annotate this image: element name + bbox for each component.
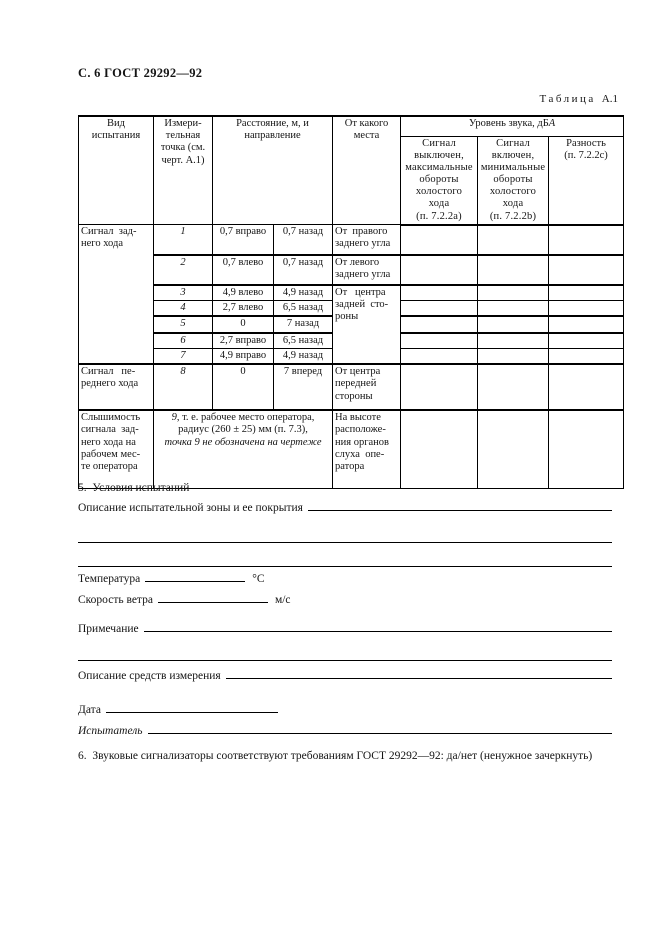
- col-header-distance: Расстояние, м, и направление: [213, 116, 333, 225]
- table-caption-word: Таблица: [539, 93, 596, 105]
- from-place-cell: От правого заднего угла: [333, 225, 401, 255]
- table-row: [79, 410, 624, 488]
- distance-cell: 0,7 назад: [274, 255, 333, 285]
- wind-speed-row: [78, 591, 612, 605]
- difference-value-cell: [549, 225, 624, 255]
- col-header-signal-off: Сигнал выключен, максимальные обороты холостого хода (п. 7.2.2а): [401, 136, 478, 225]
- table-row: [79, 364, 624, 410]
- distance-cell: 4,9 влево: [213, 285, 274, 301]
- table-row: [79, 285, 624, 301]
- distance-cell: 0,7 влево: [213, 255, 274, 285]
- signal-on-value-cell: [478, 301, 549, 317]
- distance-cell: 0,7 назад: [274, 225, 333, 255]
- difference-value-cell: [549, 410, 624, 488]
- signal-off-value-cell: [401, 225, 478, 255]
- distance-cell: 7 назад: [274, 316, 333, 332]
- wind-speed-label: Скорость ветра: [78, 594, 153, 606]
- difference-value-cell: [549, 348, 624, 364]
- difference-value-cell: [549, 333, 624, 349]
- signal-on-value-cell: [478, 255, 549, 285]
- signal-on-value-cell: [478, 348, 549, 364]
- from-place-cell: От центра передней стороны: [333, 364, 401, 410]
- sound-level-label: Уровень звука, дБ: [468, 118, 549, 129]
- note-line-1: , т. е. рабочее место оператора,: [176, 412, 315, 424]
- point-cell: 1: [154, 225, 213, 255]
- note-label: Примечание: [78, 623, 139, 635]
- distance-cell: 0: [213, 364, 274, 410]
- header-row-1: [79, 116, 624, 136]
- from-place-cell: На высоте расположе- ния органов слуха опе- ратора: [333, 410, 401, 488]
- point-cell: 5: [154, 316, 213, 332]
- blank-line: [78, 528, 612, 543]
- point-cell: 3: [154, 285, 213, 301]
- date-label: Дата: [78, 704, 101, 716]
- zone-description-row: [78, 499, 612, 513]
- section5-title: 5. Условия испытаний: [78, 482, 190, 494]
- distance-cell: 4,9 вправо: [213, 348, 274, 364]
- from-place-cell: От левого заднего угла: [333, 255, 401, 285]
- wind-speed-unit: м/с: [274, 594, 291, 606]
- distance-cell: 0: [213, 316, 274, 332]
- wind-speed-blank-line: [158, 591, 268, 603]
- signal-off-value-cell: [401, 255, 478, 285]
- tester-blank-line: [148, 722, 612, 734]
- temperature-unit: °С: [252, 573, 265, 585]
- col-header-sound-level-group: [401, 116, 624, 136]
- distance-cell: 6,5 назад: [274, 301, 333, 317]
- table-row: [79, 225, 624, 255]
- note-row: [78, 620, 612, 634]
- signal-on-value-cell: [478, 333, 549, 349]
- instruments-row: [78, 667, 612, 681]
- temperature-row: [78, 570, 612, 584]
- from-place-cell: От центра задней сто- роны: [333, 285, 401, 365]
- difference-value-cell: [549, 364, 624, 410]
- page-header: С. 6 ГОСТ 29292—92: [78, 66, 203, 80]
- signal-on-value-cell: [478, 285, 549, 301]
- note-line-2: радиус (260 ± 25) мм (п. 7.3),: [178, 424, 308, 436]
- distance-cell: 4,9 назад: [274, 348, 333, 364]
- distance-cell: 0,7 вправо: [213, 225, 274, 255]
- signal-off-value-cell: [401, 301, 478, 317]
- signal-off-value-cell: [401, 364, 478, 410]
- point-cell: 2: [154, 255, 213, 285]
- temperature-blank-line: [145, 570, 245, 582]
- operator-place-note-cell: [154, 410, 333, 488]
- section6-statement: 6. Звуковые сигнализаторы соответствуют требованиям ГОСТ 29292—92: да/нет (ненужное зачеркнуть): [78, 750, 593, 762]
- blank-line: [78, 552, 612, 567]
- note-line-3-italic: точка 9 не обозначена на чертеже: [164, 436, 322, 448]
- test-type-audibility: Слышимость сигнала зад- него хода на рабочем мес- те оператора: [79, 410, 154, 488]
- distance-cell: 7 вперед: [274, 364, 333, 410]
- temperature-label: Температура: [78, 573, 141, 585]
- table-caption: [78, 93, 618, 105]
- note-blank-line: [144, 620, 612, 632]
- table-caption-number: А.1: [601, 93, 618, 105]
- signal-off-value-cell: [401, 316, 478, 332]
- signal-off-value-cell: [401, 333, 478, 349]
- distance-cell: 6,5 назад: [274, 333, 333, 349]
- test-type-reverse-signal: Сигнал зад- него хода: [79, 225, 154, 365]
- difference-value-cell: [549, 255, 624, 285]
- distance-cell: 2,7 вправо: [213, 333, 274, 349]
- signal-off-value-cell: [401, 348, 478, 364]
- point-cell: 4: [154, 301, 213, 317]
- col-header-from-place: От какого места: [333, 116, 401, 225]
- signal-off-value-cell: [401, 285, 478, 301]
- zone-description-blank-line: [308, 499, 612, 511]
- point-cell: 7: [154, 348, 213, 364]
- difference-value-cell: [549, 301, 624, 317]
- difference-value-cell: [549, 285, 624, 301]
- signal-on-value-cell: [478, 316, 549, 332]
- col-header-difference: Разность (п. 7.2.2с): [549, 136, 624, 225]
- test-conditions-section: [78, 481, 612, 763]
- signal-on-value-cell: [478, 364, 549, 410]
- tester-row: [78, 722, 612, 736]
- signal-on-value-cell: [478, 225, 549, 255]
- zone-description-label: Описание испытательной зоны и ее покрытия: [78, 502, 303, 514]
- col-header-measuring-point: Измери- тельная точка (см. черт. А.1): [154, 116, 213, 225]
- col-header-signal-on: Сигнал включен, минимальные обороты холостого хода (п. 7.2.2b): [478, 136, 549, 225]
- test-type-forward-signal: Сигнал пе- реднего хода: [79, 364, 154, 410]
- signal-off-value-cell: [401, 410, 478, 488]
- difference-value-cell: [549, 316, 624, 332]
- distance-cell: 2,7 влево: [213, 301, 274, 317]
- tester-label: Испытатель: [78, 725, 143, 737]
- date-blank-line: [106, 701, 278, 713]
- date-row: [78, 701, 612, 715]
- sound-level-table: [78, 115, 624, 489]
- instruments-blank-line: [226, 667, 612, 679]
- blank-line: [78, 646, 612, 661]
- sound-level-label-unit-italic: А: [548, 118, 556, 129]
- point-cell: 6: [154, 333, 213, 349]
- instruments-label: Описание средств измерения: [78, 670, 221, 682]
- point-cell: 8: [154, 364, 213, 410]
- note-point-number: 9: [171, 412, 177, 424]
- distance-cell: 4,9 назад: [274, 285, 333, 301]
- table-row: [79, 255, 624, 285]
- signal-on-value-cell: [478, 410, 549, 488]
- col-header-test-type: Вид испытания: [79, 116, 154, 225]
